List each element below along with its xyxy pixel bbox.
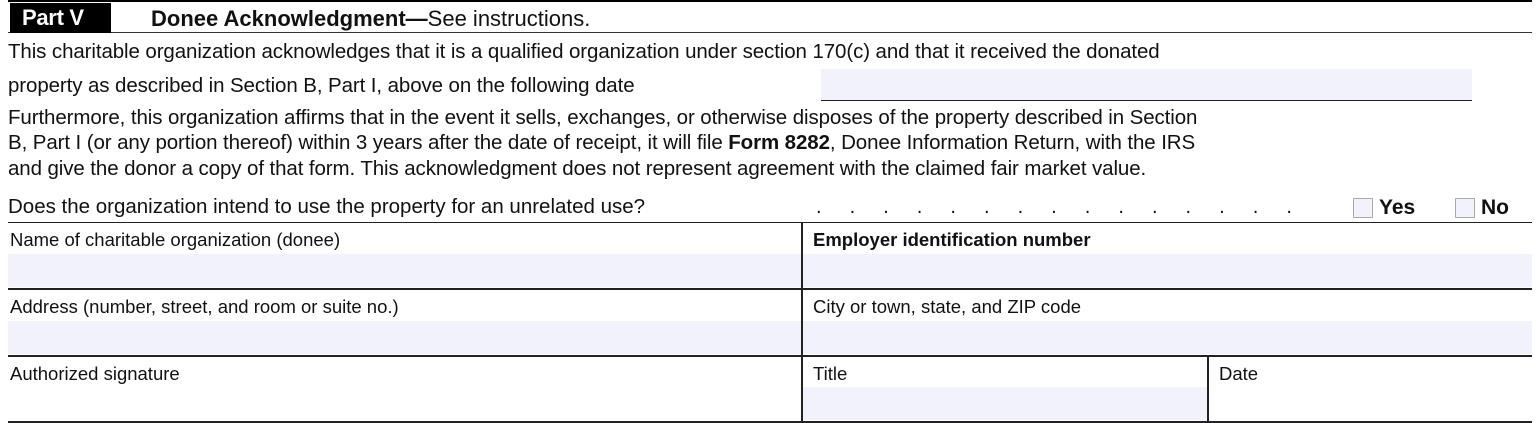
title-input[interactable]: [803, 387, 1207, 420]
signature-label: Authorized signature: [10, 363, 180, 384]
leader-dot: .: [849, 196, 856, 218]
leader-dot: .: [1219, 196, 1225, 218]
leader-dot: .: [1051, 196, 1057, 218]
leader-dot: .: [1185, 196, 1192, 218]
part-title-instructions: See instructions.: [427, 6, 591, 31]
unrelated-use-question: Does the organization intend to use the property for an unrelated use?: [8, 195, 646, 218]
part-title-bold: Donee Acknowledgment: [151, 6, 406, 31]
signature-cell: [8, 357, 801, 421]
bottom-rule: [8, 421, 1532, 423]
leader-dot: .: [1118, 196, 1124, 218]
date-input[interactable]: [1209, 387, 1532, 420]
column-divider: [801, 223, 803, 423]
leader-dot: .: [816, 196, 822, 218]
no-checkbox[interactable]: [1455, 198, 1475, 218]
yes-label: Yes: [1379, 196, 1416, 219]
acknowledgment-text-line-1: This charitable organization acknowledges that it is a qualified organization under section 170(c) and that it received the donated: [8, 40, 1160, 63]
leader-dot: .: [1017, 196, 1024, 218]
leader-dot: .: [1252, 196, 1259, 218]
org-name-input[interactable]: [8, 254, 801, 287]
disposal-text-line-3: and give the donor a copy of that form. This acknowledgment does not represent agreement with the claimed fair market value.: [8, 157, 1147, 180]
ein-input[interactable]: [803, 254, 1532, 287]
disposal-text-line-2-start: B, Part I (or any portion thereof) within 3 years after the date of receipt, it will file: [8, 131, 729, 154]
leader-dot: .: [1286, 196, 1292, 218]
title-label: Title: [813, 363, 848, 384]
leader-dot: .: [1151, 196, 1158, 218]
address-input[interactable]: [8, 321, 801, 354]
ein-label: Employer identification number: [813, 229, 1091, 250]
date-received-field[interactable]: [821, 69, 1472, 101]
part-badge: Part V: [10, 3, 111, 33]
leader-dot: .: [883, 196, 889, 218]
part-title: [151, 4, 590, 33]
leader-dot: .: [916, 196, 923, 218]
unrelated-use-row: [8, 192, 1532, 223]
leader-dots: [816, 195, 1320, 219]
form-8282-reference: Form 8282: [728, 131, 830, 154]
date-label: Date: [1219, 363, 1259, 384]
leader-dot: .: [1084, 196, 1091, 218]
no-option[interactable]: [1451, 195, 1509, 221]
org-name-cell: [8, 223, 801, 288]
title-cell: [803, 357, 1207, 421]
acknowledgment-text-line-2: property as described in Section B, Part I, above on the following date: [8, 74, 635, 97]
leader-dot: .: [950, 196, 956, 218]
part-title-dash: —: [405, 6, 428, 31]
yes-checkbox[interactable]: [1353, 198, 1373, 218]
address-label: Address (number, street, and room or suite no.): [10, 296, 399, 317]
no-label: No: [1481, 196, 1509, 219]
part-v-donee-acknowledgment: [8, 0, 1532, 423]
leader-dot: .: [983, 196, 990, 218]
ein-cell: [803, 223, 1532, 288]
city-state-zip-input[interactable]: [803, 321, 1532, 354]
city-state-zip-cell: [803, 290, 1532, 355]
yes-option[interactable]: [1349, 195, 1415, 221]
column-divider: [1207, 357, 1209, 423]
signature-input[interactable]: [8, 387, 801, 420]
disposal-text-line-1: Furthermore, this organization affirms that in the event it sells, exchanges, or otherwise disposes of the property described in Section: [8, 106, 1198, 129]
city-state-zip-label: City or town, state, and ZIP code: [813, 296, 1082, 317]
org-name-label: Name of charitable organization (donee): [10, 229, 341, 250]
disposal-text-line-2-end: , Donee Information Return, with the IRS: [829, 131, 1196, 154]
address-cell: [8, 290, 801, 355]
disposal-text-line-2: [8, 131, 1195, 155]
part-header: [8, 0, 1532, 33]
date-cell: [1209, 357, 1532, 421]
